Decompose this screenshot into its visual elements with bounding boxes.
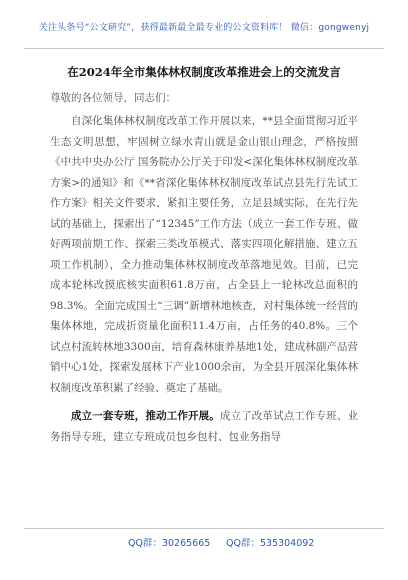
paragraph-2-text: 成立了改革试点工作专班、业务指导专班，建立专班成员包乡包村、包业务指导 bbox=[50, 410, 359, 443]
header-bar bbox=[0, 0, 408, 40]
paragraph-2-lead: 成立一套专班，推动工作开展。 bbox=[71, 410, 220, 422]
paragraph-2 bbox=[50, 406, 358, 447]
salutation: 尊敬的各位领导，同志们： bbox=[50, 92, 176, 104]
document-title: 在2024年全市集体林权制度改革推进会上的交流发言 bbox=[67, 65, 341, 79]
footer-qq-group-2: QQ群：535304092 bbox=[226, 538, 315, 549]
footer bbox=[0, 535, 408, 553]
footer-divider bbox=[24, 528, 384, 529]
header-divider bbox=[24, 48, 384, 49]
document-body bbox=[50, 64, 358, 447]
paragraph-1: 自深化集体林权制度改革工作开展以来，**县全面贯彻习近平生态文明思想，牢固树立绿水青山就是金山银山理念，严格按照《中共中央办公厅 国务院办公厅关于印发<深化集体林权制度改革方案>的通知》和《**省深化集体林权制度改革试点县先行先试工作方案》相关文件要求，紧扣主要任务，立足县域实际，在先行先试的基础上，探索出了“12345”工作方法（成立一套工作专班、做好两项前期工作、探索三类改革模式、落实四项化解措施、建立五项工作机制），全力推动集体林权制度改革落地见效。目前，已完成本轮林改摸底核实面积61.8万亩，占全县上一轮林改总面积的98.3%。全面完成国土“三调”新增林地核查，对村集体统一经营的集体林地，完成折资量化面积11.4万亩，占任务的40.8%。三个试点村流转林地3300亩，培育森林康养基地1处，建成林副产品营销中心1处，探索发展林下产业1000余亩，为全县开展深化集体林权制度改革积累了经验、奠定了基础。 bbox=[50, 115, 358, 394]
header-notice: 关注头条号“公文研究”，获得最新最全最专业的公文资料库！ 微信：gongwenyj bbox=[38, 23, 370, 33]
footer-qq-group-1: QQ群：30265665 bbox=[128, 538, 211, 549]
